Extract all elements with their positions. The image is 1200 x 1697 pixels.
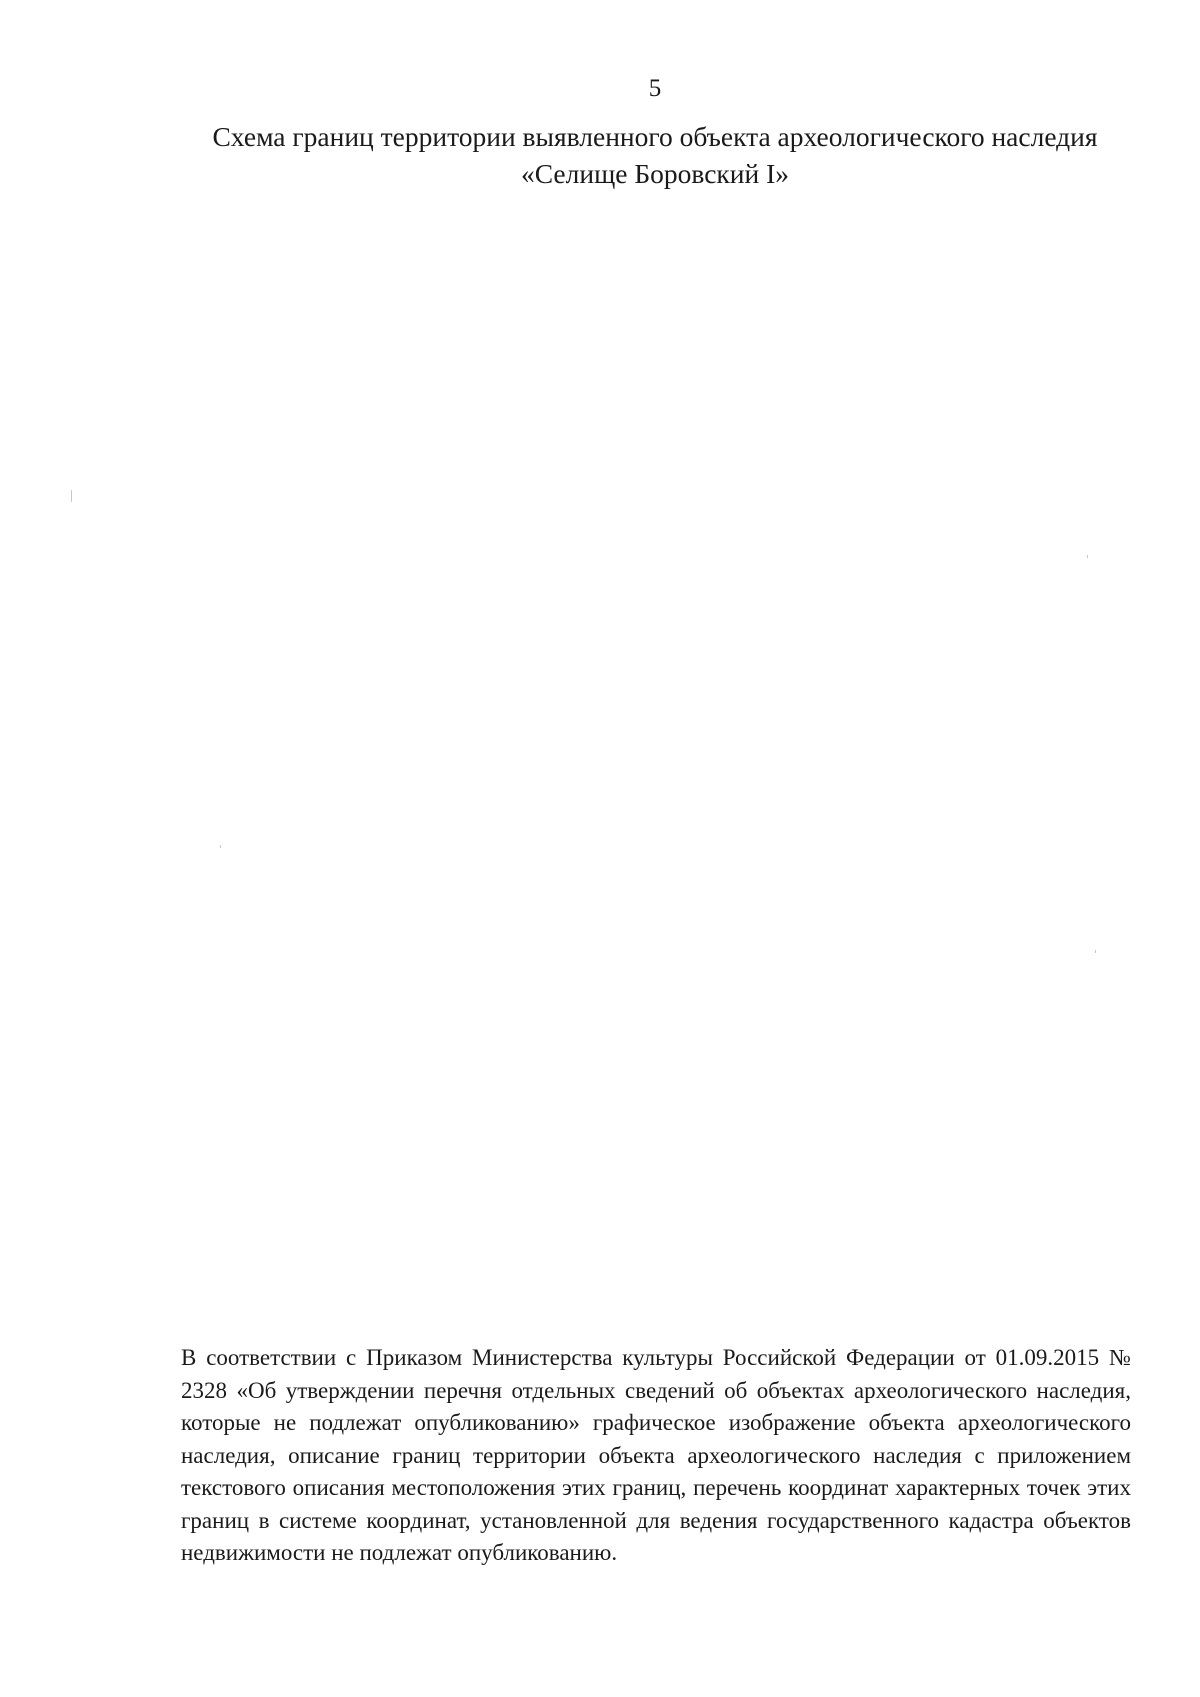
title-line-2: «Селище Боровский I» bbox=[521, 158, 789, 189]
scan-speck bbox=[71, 490, 72, 502]
scan-speck bbox=[220, 845, 221, 848]
document-title bbox=[150, 118, 1160, 192]
scan-speck bbox=[1095, 950, 1096, 953]
publication-restriction-notice: В соответствии с Приказом Министерства культуры Российской Федерации от 01.09.2015 № 2328 «Об утверждении перечня отдельных сведений об объектах археологического наследия, которые не подлежат опубликованию» графическое изображение объекта археологического наследия, описание границ территории объекта археологического наследия с приложением текстового описания местоположения этих границ, перечень координат характерных точек этих границ в системе координат, установленной для ведения государственного кадастра объектов недвижимости не подлежат опубликованию. bbox=[181, 1345, 1131, 1565]
page-number: 5 bbox=[648, 75, 662, 102]
title-line-1: Схема границ территории выявленного объекта археологического наследия bbox=[212, 121, 1098, 152]
scan-speck bbox=[1087, 555, 1088, 558]
